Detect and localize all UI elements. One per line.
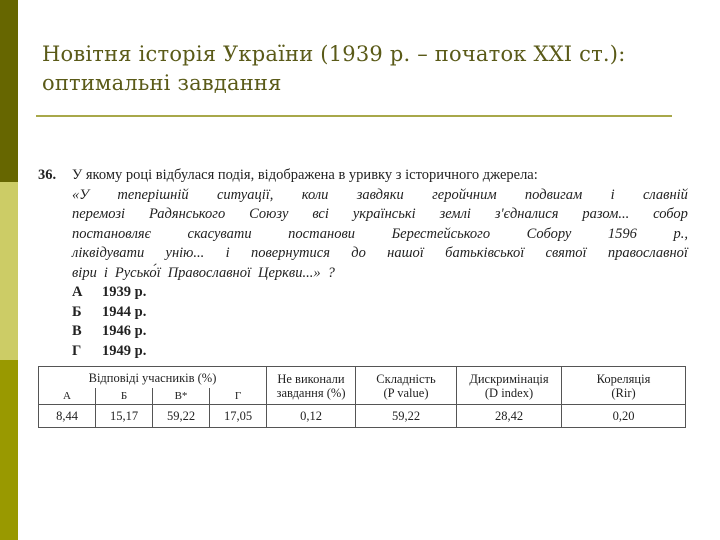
sidebar-band-light — [0, 182, 18, 360]
header-not-done-line-1: Не виконали — [277, 371, 345, 386]
question-text: У якому році відбулася подія, відображена в уривку з історичного джерела: — [72, 167, 538, 183]
subheader-v: В* — [153, 388, 210, 405]
answer-option — [72, 303, 146, 323]
value-discrimination: 28,42 — [457, 405, 562, 428]
source-word: славній — [642, 186, 688, 203]
header-difficulty-line-1: Складність — [376, 371, 436, 386]
subheader-b: Б — [96, 388, 153, 405]
source-word: собор — [653, 206, 688, 222]
source-word: завдяки — [356, 186, 404, 203]
source-word: повернутися — [250, 245, 330, 261]
source-word: ліквідувати — [72, 245, 145, 261]
option-text: 1944 р. — [102, 303, 147, 320]
source-quote — [72, 186, 688, 284]
sidebar-band-olive — [0, 360, 18, 540]
source-word: і — [225, 245, 230, 261]
value-difficulty: 59,22 — [356, 405, 457, 428]
source-word: до — [351, 245, 366, 261]
source-word: батьківської — [445, 245, 525, 261]
source-word: всі — [312, 206, 329, 222]
source-word: теперішній — [117, 186, 189, 203]
option-text: 1946 р. — [102, 323, 147, 339]
source-word: постановляє — [72, 225, 151, 242]
results-table — [38, 366, 686, 428]
source-word: «У — [72, 186, 90, 203]
value-correlation: 0,20 — [562, 405, 686, 428]
slide-title-line-1: Новітня історія України (1939 р. – початок XXI ст.): — [42, 42, 626, 66]
answer-option — [72, 283, 146, 303]
source-word: Церкви...» — [257, 264, 321, 281]
answer-option — [72, 342, 146, 362]
header-not-done-line-2: завдання (%) — [276, 385, 346, 400]
source-word: Русько́ї — [114, 264, 161, 281]
source-line — [72, 186, 688, 206]
source-word: з'єдналися — [494, 206, 559, 222]
source-word: скасувати — [187, 225, 252, 242]
source-line — [72, 264, 688, 284]
header-discrimination-line-2: (D index) — [484, 385, 534, 400]
header-correlation — [562, 367, 686, 405]
option-text: 1949 р. — [102, 342, 147, 359]
source-word: Православної — [167, 264, 251, 281]
source-word: постанови — [288, 225, 355, 242]
header-not-done — [267, 367, 356, 405]
header-difficulty-line-2: (P value) — [383, 385, 429, 400]
source-word: унію... — [165, 245, 205, 261]
source-line — [72, 244, 688, 264]
header-discrimination-line-1: Дискримінація — [469, 371, 549, 386]
header-answers: Відповіді учасників (%) — [39, 367, 267, 389]
value-g: 17,05 — [210, 405, 267, 428]
sidebar-band-dark — [0, 0, 18, 182]
value-a: 8,44 — [39, 405, 96, 428]
value-b: 15,17 — [96, 405, 153, 428]
source-word: ? — [327, 264, 335, 281]
value-v: 59,22 — [153, 405, 210, 428]
answer-option — [72, 322, 146, 342]
source-word: перемозі — [72, 206, 126, 222]
option-letter: А — [72, 284, 83, 300]
source-word: ситуації, — [216, 186, 274, 203]
source-word: українські — [352, 206, 416, 222]
header-correlation-line-2: (Rir) — [611, 385, 636, 400]
source-word: нашої — [387, 245, 424, 261]
source-word: Берестейського — [391, 225, 491, 242]
source-word: Радянського — [148, 206, 226, 222]
source-word: коли — [301, 186, 329, 203]
source-word: і — [610, 186, 615, 203]
slide-title — [42, 40, 702, 98]
title-divider — [36, 115, 672, 117]
option-letter: Б — [72, 303, 82, 320]
subheader-g: Г — [210, 388, 267, 405]
source-line — [72, 205, 688, 225]
source-word: подвигам — [524, 186, 583, 203]
source-word: і — [103, 264, 108, 281]
header-discrimination — [457, 367, 562, 405]
header-difficulty — [356, 367, 457, 405]
source-word: землі — [439, 206, 471, 222]
option-text: 1939 р. — [102, 284, 147, 300]
source-line — [72, 225, 688, 245]
question-number: 36. — [38, 167, 57, 183]
source-word: геройчним — [432, 186, 497, 203]
header-correlation-line-1: Кореляція — [596, 371, 651, 386]
source-word: віри — [72, 264, 97, 281]
source-word: р., — [673, 225, 688, 242]
source-word: разом... — [582, 206, 630, 222]
slide-title-line-2: оптимальні завдання — [42, 71, 282, 95]
value-not-done: 0,12 — [267, 405, 356, 428]
source-word: Собору — [526, 225, 572, 242]
source-word: святої — [545, 245, 587, 261]
option-letter: В — [72, 323, 82, 339]
source-word: Союзу — [249, 206, 289, 222]
source-word: 1596 — [607, 225, 637, 242]
subheader-a: А — [39, 388, 96, 405]
source-word: православної — [607, 245, 688, 261]
option-letter: Г — [72, 342, 82, 359]
